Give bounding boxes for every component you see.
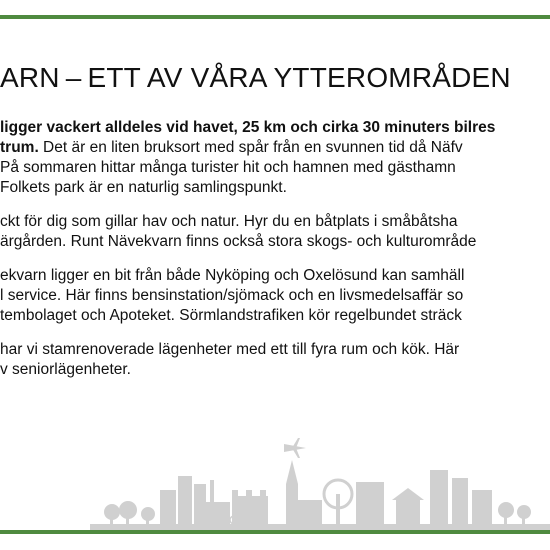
paragraph-3-line-2: l service. Här finns bensinstation/sjömack och en livsmedelsaffär so <box>0 287 464 304</box>
paragraph-2-line-1: ckt för dig som gillar hav och natur. Hyr du en båtplats i småbåtsha <box>0 213 458 230</box>
paragraph-3-line-3: tembolaget och Apoteket. Sörmlandstrafiken kör regelbundet sträck <box>0 307 462 324</box>
paragraph-gap <box>0 326 550 340</box>
title-part-1: ARN <box>0 62 60 93</box>
slide-body <box>0 118 550 380</box>
city-skyline-icon <box>0 420 550 530</box>
title-separator: – <box>65 62 82 93</box>
title-part-2: ETT AV VÅRA YTTEROMRÅDEN <box>87 62 511 93</box>
paragraph-gap <box>0 252 550 266</box>
bottom-accent-bar <box>0 530 550 534</box>
paragraph-4-line-2: v seniorlägenheter. <box>0 361 131 378</box>
paragraph-1-line-1-bold: ligger vackert alldeles vid havet, 25 km och cirka 30 minuters bilres <box>0 119 496 136</box>
paragraph-2-line-2: ärgården. Runt Nävekvarn finns också stora skogs- och kulturområde <box>0 233 477 250</box>
paragraph-1-line-1 <box>0 118 550 138</box>
paragraph-1-line-2-rest: Det är en liten bruksort med spår från en svunnen tid då Näfv <box>38 139 463 156</box>
paragraph-gap <box>0 198 550 212</box>
paragraph-1-line-2 <box>0 138 550 158</box>
slide-title <box>0 62 550 94</box>
paragraph-3-line-1: ekvarn ligger en bit från både Nyköping och Oxelösund kan samhäll <box>0 267 465 284</box>
paragraph-1-line-2-bold: trum. <box>0 139 39 156</box>
paragraph-1-line-4: Folkets park är en naturlig samlingspunkt. <box>0 179 287 196</box>
top-accent-bar <box>0 15 550 19</box>
paragraph-4-line-1: har vi stamrenoverade lägenheter med ett till fyra rum och kök. Här <box>0 341 460 358</box>
paragraph-1-line-3: På sommaren hittar många turister hit och hamnen med gästhamn <box>0 159 456 176</box>
